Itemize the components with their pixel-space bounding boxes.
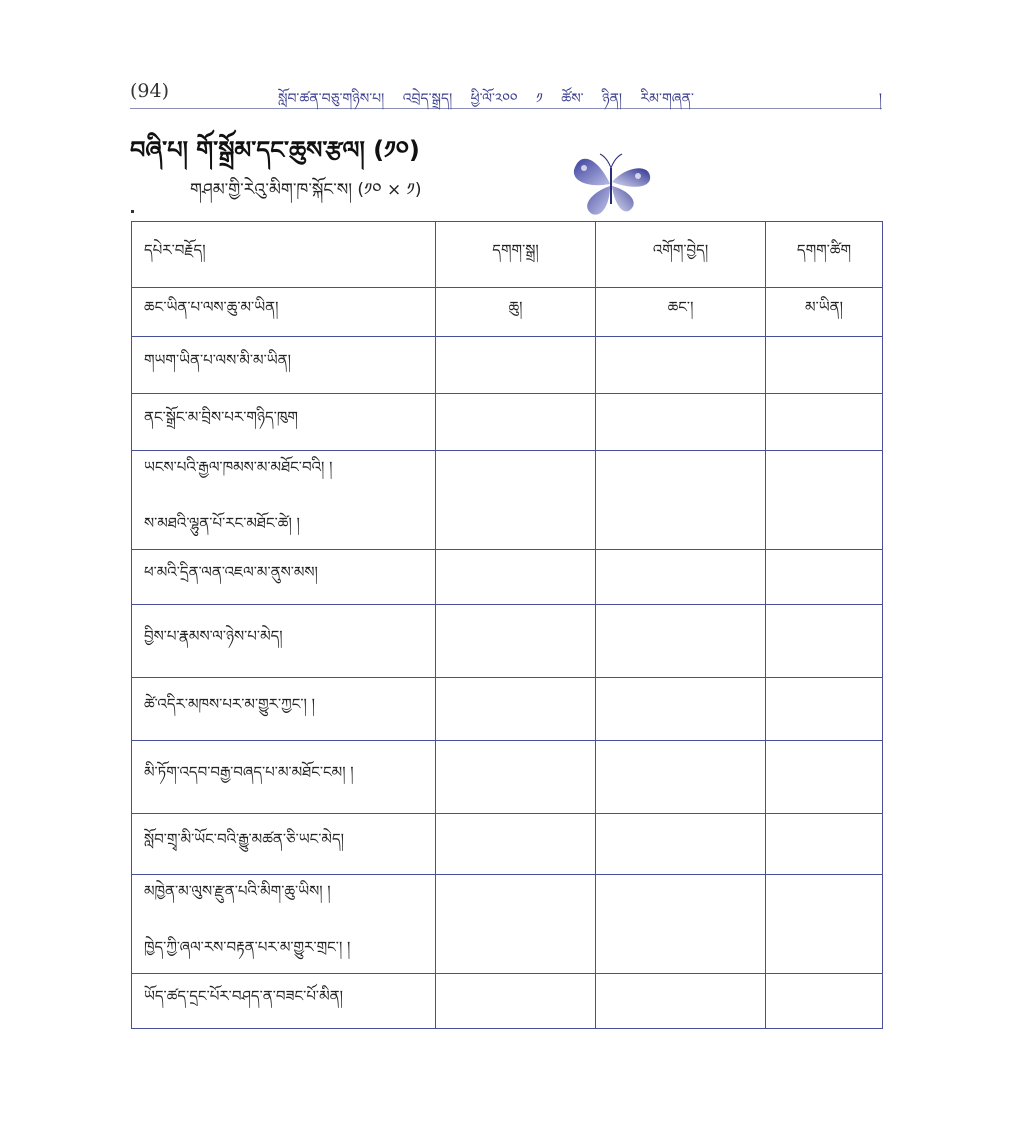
- answer-cell[interactable]: [766, 451, 883, 550]
- row-example: གཡག་ཡིན་པ་ལས་མི་མ་ཡིན།: [132, 337, 436, 394]
- answer-cell[interactable]: [596, 678, 766, 741]
- table-header-row: [132, 222, 883, 288]
- answer-cell[interactable]: [436, 814, 596, 875]
- answer-cell[interactable]: [436, 605, 596, 678]
- table-row: [132, 288, 883, 337]
- exercise-instruction: གཤམ་གྱི་རེའུ་མིག་ཁ་སྐོང་ས། (༡༠ × ༡): [190, 180, 422, 200]
- row-example: བྱིས་པ་རྣམས་ལ་ཉེས་པ་མེད།: [132, 605, 436, 678]
- answer-cell: ཆང་།: [596, 288, 766, 337]
- page-number: (94): [130, 80, 170, 102]
- answer-cell[interactable]: [596, 394, 766, 451]
- running-head-text: སློབ་ཚན་བཅུ་གཉིས་པ། འབྲེད་སྒྲད། ཕྱི་ལོ་༢༠༠ ༡ ཚོས་ ཉིན། རིམ་གཞན་: [278, 91, 694, 107]
- answer-cell[interactable]: [436, 550, 596, 605]
- stray-dot: [131, 210, 134, 213]
- answer-cell[interactable]: [436, 741, 596, 814]
- answer-cell[interactable]: [436, 678, 596, 741]
- answer-cell[interactable]: [596, 451, 766, 550]
- row-example-line2: ཁྱེད་ཀྱི་ཞལ་རས་བརྟན་པར་མ་གྱུར་གྲང་། །: [144, 938, 351, 956]
- answer-cell[interactable]: [766, 605, 883, 678]
- row-example: ཕ་མའི་དྲིན་ལན་འཇལ་མ་ནུས་མས།: [132, 550, 436, 605]
- header-negated-object: འགོག་བྱེད།: [596, 222, 766, 288]
- answer-cell[interactable]: [596, 974, 766, 1029]
- answer-cell: ཆུ།: [436, 288, 596, 337]
- answer-cell[interactable]: [596, 741, 766, 814]
- answer-cell[interactable]: [766, 875, 883, 974]
- row-example-line1: ཡངས་པའི་རྒྱལ་ཁམས་མ་མཐོང་བའི། །: [144, 458, 333, 476]
- row-example: [132, 451, 436, 550]
- answer-cell[interactable]: [436, 451, 596, 550]
- answer-cell[interactable]: [596, 875, 766, 974]
- answer-cell[interactable]: [766, 678, 883, 741]
- table-row: [132, 605, 883, 678]
- answer-cell[interactable]: [766, 337, 883, 394]
- answer-cell[interactable]: [766, 394, 883, 451]
- row-example: ཆང་ཡིན་པ་ལས་ཆུ་མ་ཡིན།: [132, 288, 436, 337]
- table-row: [132, 974, 883, 1029]
- table-row: [132, 875, 883, 974]
- table-row: [132, 451, 883, 550]
- answer-cell[interactable]: [436, 875, 596, 974]
- header-negation-word: དགག་ཚིག: [766, 222, 883, 288]
- answer-cell[interactable]: [596, 550, 766, 605]
- exercise-table: [131, 221, 883, 1029]
- table-row: [132, 337, 883, 394]
- running-header: [130, 78, 882, 109]
- answer-cell[interactable]: [596, 814, 766, 875]
- answer-cell[interactable]: [766, 974, 883, 1029]
- row-example-line2: ས་མཐའི་ལྷུན་པོ་རང་མཐོང་ཚེ། །: [144, 514, 300, 532]
- answer-cell[interactable]: [596, 605, 766, 678]
- butterfly-icon: [570, 148, 654, 220]
- table-row: [132, 678, 883, 741]
- answer-cell[interactable]: [596, 337, 766, 394]
- answer-cell[interactable]: [766, 550, 883, 605]
- header-negation-particle: དགག་སྒྲ།: [436, 222, 596, 288]
- row-example: མི་ཏོག་འདབ་བརྒྱ་བཞད་པ་མ་མཐོང་ངམ། །: [132, 741, 436, 814]
- answer-cell[interactable]: [436, 974, 596, 1029]
- row-example: སློབ་གྲྭ་མི་ཡོང་བའི་རྒྱུ་མཚན་ཅི་ཡང་མེད།: [132, 814, 436, 875]
- table-row: [132, 394, 883, 451]
- answer-cell[interactable]: [766, 741, 883, 814]
- table-row: [132, 814, 883, 875]
- row-example: ནང་སྒྲོང་མ་བྲིས་པར་གཉིད་ཁུག: [132, 394, 436, 451]
- answer-cell[interactable]: [766, 814, 883, 875]
- table-row: [132, 741, 883, 814]
- answer-cell[interactable]: [436, 394, 596, 451]
- answer-cell[interactable]: [436, 337, 596, 394]
- header-end-mark: །: [878, 91, 882, 107]
- exercise-title: བཞི་པ། གོ་སྒྲོམ་དང་ཆུས་རྩལ། (༡༠): [130, 136, 420, 164]
- table-row: [132, 550, 883, 605]
- row-example: ཡོད་ཚད་དྲང་པོར་བཤད་ན་བཟང་པོ་མིན།: [132, 974, 436, 1029]
- header-example: དཔེར་བརྗོད།: [132, 222, 436, 288]
- row-example-line1: མཁྱེན་མ་ལུས་རྫུན་པའི་མིག་ཆུ་ཡིས། །: [144, 882, 331, 900]
- answer-cell: མ་ཡིན།: [766, 288, 883, 337]
- row-example: [132, 875, 436, 974]
- row-example: ཚེ་འདིར་མཁས་པར་མ་གྱུར་ཀྱང་། །: [132, 678, 436, 741]
